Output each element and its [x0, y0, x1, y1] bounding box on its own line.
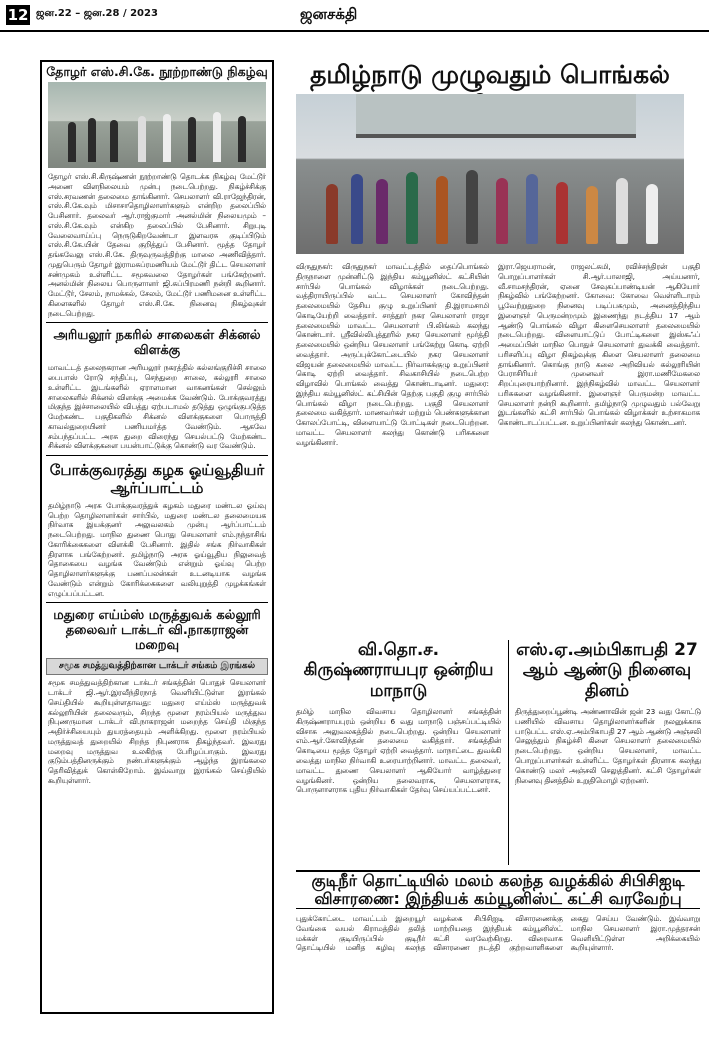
story2-title: வி.தொ.ச. கிருஷ்ணராயபுர ஒன்றிய மாநாடு: [303, 640, 494, 701]
item1-text: தோழர் எஸ்.சி.கிருஷ்ணன் நூற்றாண்டு தொடக்க நிகழ்வு மேட்டூர் அணை விளநிலையம் முன்பு நடைபெற்றது. நிகழ்ச்சிக்கு எஸ்.சரவணன் தலைமை தாங்கினார். செயலாளர் வி.ராஜேந்திரன், எஸ்.சி.கே.வும் மிசாசாதொழிலாளர்களும் என்றிற தலைப்பில் பேசினார். தலைவர் ஆர்.ராஜ்குமார் அனல்மின் நிலையமும் – எஸ்.சி.கே.வும் என்கிற தலைப்பில் பேசினார். சிறுபுடி வேலைவாய்ப்பு நெருடுகிறவேண்டா இளவரசு குடிப்பிடும் எஸ்.சி.கே.யின் தேவை குறித்துப் பேசினார். மூத்த தோழர் தங்கவேலு எஸ்.சி.கே. திருவுருவத்திற்கு மாலை அணிவித்தார். முதுபெரும் தோழர் இராமசுப்ரமணியம் மேட்டூர் திட்ட செயலாளர் சண்முகம் உள்ளிட்ட சமூகவலை தோழர்கள் பங்கேற்றனர். அனல்மின் நிலைய பொருளாளர் ஜி.சுப்பிரமணி நன்றி கூறினார். மேட்டூர், சேலம், நாமக்கல், சேலம், மேட்டூர் பணிமனை உள்ளிட்ட கிளைகளில் தோழர் எஸ்.சி.கே. நினைவு நிகழ்வுகள் நடைபெற்றது.: [48, 172, 266, 318]
issue-date: ஜன.22 – ஜன.28 / 2023: [36, 8, 158, 19]
main-col1: விருதுநகர்: விருதுநகர் மாவட்டத்தில் தைப்பொங்கல் திருநாளை முன்னிட்டு இந்திய கம்யூனிஸ்ட் கட்சியின் சார்பில் பொங்கல் விழாக்கள் நடைபெற்றது. வத்திராயிருப்பில் வட்ட செயலாளர் கோவிந்தன் தலைமையில் தேசிய குழு உறுப்பினர் தி.இராமசாமி கொடியேற்றி வைத்தார். சாத்தூர் நகர செயலாளர் ராஜா தலைமையில் மாவட்ட செயலாளர் பி.லிங்கம் கலந்து கொண்டார். ஸ்ரீவில்லிபுத்தூரில் நகர செயலாளர் மூர்த்தி தலைமையில் ஒன்றிய செயலாளர் பங்கேற்று கொடி ஏற்றி வைத்தார். அருப்புக்கோட்டையில் நகர செயலாளர் விஜயன் தலைமையில் மாவட்ட நிர்வாகக்குழு உறுப்பினர் கொடி ஏற்றி வைத்தார். சிவகாசியில் நடைபெற்ற விழாவில் பொங்கல் வைத்து கொண்டாடினர். மதுரை: இந்திய கம்யூனிஸ்ட் கட்சியின் தெற்கு பகுதி குழு சார்பில் பொங்கல் விழா நடைபெற்றது. பகுதி செயலாளர் தலைமை வகித்தார். மாணவர்கள் மற்றும் பெண்களுக்கான கோலப்போட்டி, விளையாட்டு போட்டிகள் நடைபெற்றன. மாவட்ட செயலாளர் கலந்து கொண்டு பரிசுகளை வழங்கினார்.: [296, 262, 489, 447]
item3-text: தமிழ்நாடு அரசு போக்குவரத்துக் கழகம் மதுரை மண்டல ஓய்வு பெற்ற தொழிலாளர்கள் சார்பில், மதுரை மண்டல தலைமையக நிர்வாக இயக்குனர் அலுவலகம் முன்பு ஆர்ப்பாட்டம் நடைபெற்றது. மாநில துணை பொது செயலாளர் எம்.நந்தாசிங் கோரிக்கைகளை விளக்கி பேசினார். இதில் சங்க நிர்வாகிகள் திரளாக பங்கேற்றனர். தமிழ்நாடு அரசு ஓய்வூதிய நிலுவைத் தொகையை வழங்க வேண்டும் என்றும் ஓய்வு பெற்ற தொழிலாளர்களுக்கு பணப்பலன்கள் உடனடியாக வழங்க வேண்டும் என்றும் கோரிக்கைகளை வலியுறுத்தி முழக்கங்கள் எழுப்பப்பட்டன.: [48, 500, 266, 598]
pongal-photo: [296, 94, 684, 254]
item3-title: போக்குவரத்து கழக ஓய்வூதியர் ஆர்ப்பாட்டம்: [49, 461, 265, 497]
item1-title: தோழர் எஸ்.சி.கே. நூற்றாண்டு நிகழ்வு: [46, 64, 268, 79]
item4-title: மதுரை எய்ம்ஸ் மருத்துவக் கல்லூரி தலைவர் டாக்டர் வி.நாகராஜன் மறைவு: [53, 608, 261, 654]
story3-title: எஸ்.ஏ.அம்பிகாபதி 27 ஆம் ஆண்டு நினைவு தினம்: [516, 640, 698, 701]
story3: [508, 640, 701, 865]
item2-title: அரியலூர் நகரில் சாலைகள் சிக்னல் விளக்கு: [53, 328, 261, 359]
story2: [296, 640, 501, 840]
story2-text: தமிழ் மாநில விவசாய தொழிலாளர் சங்கத்தின் கிருஷ்ணராயபுரம் ஒன்றிய 6 வது மாநாடு பஞ்சப்பட்டியில் விசாசு அலுவலகத்தில் நடைபெற்றது. ஒன்றிய செயலாளர் எம்.ஆர்.கோவிந்தன் தலைமை வகித்தார். சங்கத்தின் கொடியை மூத்த தோழர் ஏற்றி வைத்தார். மாநாட்டை துவக்கி வைத்து மாநில நிர்வாகி உரையாற்றினார். மாவட்ட தலைவர், மாவட்ட துணை செயலாளர் ஆகியோர் வாழ்த்துரை வழங்கினர். ஒன்றிய தலைவராக, செயலாளராக, பொருளாளராக புதிய நிர்வாகிகள் தேர்வு செய்யப்பட்டனர்.: [296, 707, 501, 795]
item4-text: சமூக சமத்துவத்திற்கான டாக்டர் சங்கத்தின் பொதுச் செயலாளர் டாக்டர் ஜி.ஆர்.இரவீந்திரநாத் வெளியிட்டுள்ள இரங்கல் செய்தியில் கூறியுள்ளதாவது: மதுரை எய்ம்ஸ் மருத்துவக் கல்லூரியின் தலைவரும், சிறந்த மூளை நரம்பியல் மருத்துவ நிபுணருமான டாக்டர் வி.நாகராஜன் மறைந்த செய்தி மிகுந்த அதிர்ச்சியையும் துயரத்தையும் அளிக்கிறது. மூளை நரம்பியல் மருத்துவத் துறையில் சிறந்த நிபுணராக திகழ்ந்தவர். இவரது மறைவு மருத்துவ உலகிற்கு பேரிழப்பாகும். இவரது குடும்பத்தினருக்கும் நண்பர்களுக்கும் ஆழ்ந்த இரங்கலை தெரிவித்துக் கொள்கிறோம். இவ்வாறு இரங்கல் செய்தியில் கூறியுள்ளார்.: [48, 678, 266, 785]
item2-text: மாவட்டத் தலைநகரான அரியலூர் நகரத்தில் கல்லங்குறிச்சி சாலை பைபாஸ் ரோடு சந்திப்பு, செந்துறை சாலை, கல்லூரி சாலை உள்ளிட்ட இடங்களில் ஏராளமான வாகனங்கள் செல்லும் சாலைகளில் சிக்னல் விளக்கு அமைக்க வேண்டும். போக்குவரத்து மிகுந்த இச்சாலையில் விபத்து ஏற்படாமல் தடுத்து ஒழுங்குபடுத்த மேற்கண்ட பகுதிகளில் சிக்னல் விளக்குகளை பொருத்தி காவல்துறையினர் பணியமர்த்த வேண்டும். ஆகவே சம்பந்தப்பட்ட அரசு துறை விரைந்து செயல்பட்டு மேற்கண்ட சிக்னல் விளக்குகளை பயன்பாட்டுக்கு கொண்டு வர வேண்டும்.: [48, 363, 266, 451]
item4-band: சமூக சமத்துவத்திற்கான டாக்டர் சங்கம் இரங்கல்: [46, 658, 268, 675]
story3-text: திருத்துறைப்பூண்டி அண்ணாவின் ஜன் 23 வது கோட்டு பணியில் விவசாய தொழிலாளர்களின் நலனுக்காக பாடுபட்ட எஸ்.ஏ.அம்பிகாபதி 27 ஆம் ஆண்டு அஞ்சலி செலுத்தும் நிகழ்ச்சி கிளை செயலாளர் தலைமையில் நடைபெற்றது. ஒன்றிய செயலாளர், மாவட்ட பொறுப்பாளர்கள் உள்ளிட்ட தோழர்கள் திரளாக கலந்து கொண்டு மலர் அஞ்சலி செலுத்தினர். கட்சி தோழர்கள் நினைவு தினத்தில் உறுதிமொழி ஏற்றனர்.: [515, 707, 701, 785]
main-col2: இரா.ஜெயராமன், ராஜலட்சுமி, ரவிச்சந்திரன் பகுதி பொறுப்பாளர்கள் சி.ஆர்.பாலாஜி, அய்யனார், வீ.சாமசந்திரன், ஏனை சேவுகப்பாண்டியன் ஆகியோர் நிகழ்வில் பங்கேற்றனர். கோவை: கோவை வெள்ளிடாரம் பூவேற்றுதுறை நினைவு படிப்பகமும், அனைத்திந்திய இளைஞர் பெருமன்றமும் இணைந்து நடத்திய 17 ஆம் ஆண்டு பொங்கல் விழா கிளைசெயலாளர் தலைமையில் நடைபெற்றது. விளையாட்டுப் போட்டிகளை இஸ்கஃப் அமைப்பின் மாநில பொதுச் செயலாளர் துவக்கி வைத்தார். பரிசளிப்பு விழா நிகழ்வுக்கு கிளை செயலாளர் தலைமை தாங்கினார். கொங்கு நாடு கலை அறிவியல் கல்லூரியின் பேராசிரியர் முனைவர் இரா.மணிமேகலை சிறப்புரையாற்றினார். இந்நிகழ்வில் மாவட்ட செயலாளர் பரிசுகளை வழங்கினார். இளைஞர் பெருமன்ற மாவட்ட செயலாளர் நன்றி கூறினார். தமிழ்நாடு முழுவதும் பல்வேறு இடங்களில் கட்சி சார்பில் பொங்கல் விழாக்கள் உற்சாகமாக கொண்டாடப்பட்டன. உறுப்பினர்கள் கலந்து கொண்டனர்.: [498, 262, 700, 428]
bottom-text: புதுக்கோட்டை மாவட்டம் இறையூர் வேங்கை வயல் கிராமத்தில் தலித் மக்கள் குடியிருப்பில் குடிநீர் தொட்டியில் மனித கழிவு கலந்த வழக்கை சிபிசிஐடி விசாரணைக்கு மாற்றியதை இந்தியக் கம்யூனிஸ்ட் கட்சி வரவேற்கிறது. விரைவாக விசாரணை நடத்தி குற்றவாளிகளை கைது செய்ய வேண்டும். இவ்வாறு மாநில செயலாளர் இரா.முத்தரசன் வெளியிட்டுள்ள அறிக்கையில் கூறியுள்ளார்.: [296, 914, 700, 953]
paper-name: ஜனசக்தி: [300, 5, 358, 23]
bottom-headline: குடிநீர் தொட்டியில் மலம் கலந்த வழக்கில் சிபிசிஐடி விசாரணை: இந்தியக் கம்யூனிஸ்ட் கட்சி வரவேற்பு: [296, 870, 700, 909]
item1-photo: [48, 82, 266, 168]
left-column: [40, 60, 274, 1014]
main-headline: தமிழ்நாடு முழுவதும் பொங்கல்: [310, 60, 670, 89]
page-number: 12: [7, 6, 29, 24]
